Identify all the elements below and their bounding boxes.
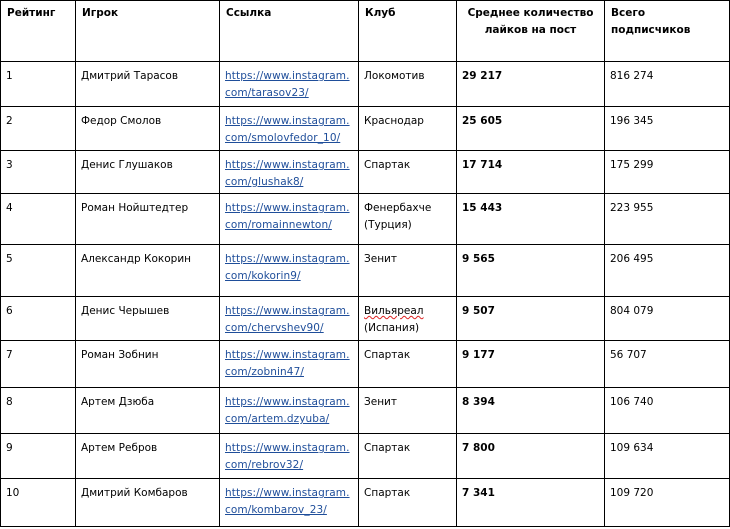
followers-cell: 206 495 (605, 245, 730, 297)
club-cell (359, 434, 457, 479)
player-cell: Федор Смолов (76, 107, 220, 151)
link-cell (220, 107, 359, 151)
player-cell: Денис Глушаков (76, 151, 220, 194)
followers-cell: 175 299 (605, 151, 730, 194)
club-cell (359, 62, 457, 107)
player-cell: Артем Дзюба (76, 388, 220, 434)
player-cell: Александр Кокорин (76, 245, 220, 297)
likes-cell: 7 800 (457, 434, 605, 479)
club-cell (359, 151, 457, 194)
followers-cell: 223 955 (605, 194, 730, 245)
club-name: Зенит (364, 253, 397, 265)
link-cell (220, 151, 359, 194)
player-cell: Денис Черышев (76, 297, 220, 341)
likes-cell: 9 507 (457, 297, 605, 341)
followers-cell: 109 634 (605, 434, 730, 479)
likes-cell: 9 565 (457, 245, 605, 297)
instagram-link[interactable]: https://www.instagram.com/rebrov32/ (225, 442, 350, 471)
likes-cell: 7 341 (457, 479, 605, 527)
table-row (1, 245, 730, 297)
link-cell (220, 245, 359, 297)
player-cell: Артем Ребров (76, 434, 220, 479)
table-row (1, 151, 730, 194)
followers-cell: 106 740 (605, 388, 730, 434)
header-likes: Среднее количество лайков на пост (457, 1, 605, 62)
rank-cell: 5 (1, 245, 76, 297)
table-row (1, 62, 730, 107)
likes-cell: 29 217 (457, 62, 605, 107)
followers-cell: 56 707 (605, 341, 730, 388)
player-cell: Дмитрий Комбаров (76, 479, 220, 527)
table-row (1, 434, 730, 479)
likes-cell: 9 177 (457, 341, 605, 388)
club-name: Локомотив (364, 70, 425, 82)
followers-cell: 196 345 (605, 107, 730, 151)
link-cell (220, 341, 359, 388)
table-row (1, 341, 730, 388)
followers-cell: 109 720 (605, 479, 730, 527)
likes-cell: 15 443 (457, 194, 605, 245)
player-cell: Роман Зобнин (76, 341, 220, 388)
header-followers: Всего подписчиков (605, 1, 730, 62)
club-name: Спартак (364, 487, 411, 499)
rank-cell: 1 (1, 62, 76, 107)
link-cell (220, 297, 359, 341)
likes-cell: 8 394 (457, 388, 605, 434)
header-club: Клуб (359, 1, 457, 62)
table-row (1, 107, 730, 151)
club-name: Зенит (364, 396, 397, 408)
link-cell (220, 194, 359, 245)
link-cell (220, 479, 359, 527)
rank-cell: 7 (1, 341, 76, 388)
followers-cell: 816 274 (605, 62, 730, 107)
club-name: Краснодар (364, 115, 424, 127)
player-cell: Дмитрий Тарасов (76, 62, 220, 107)
header-player: Игрок (76, 1, 220, 62)
club-cell (359, 297, 457, 341)
instagram-link[interactable]: https://www.instagram.com/kombarov_23/ (225, 487, 350, 516)
rank-cell: 8 (1, 388, 76, 434)
rank-cell: 4 (1, 194, 76, 245)
club-cell (359, 388, 457, 434)
club-name: Вильяреал (Испания) (364, 305, 424, 334)
header-row (1, 1, 730, 62)
spellcheck-word: Вильяреал (364, 305, 424, 317)
table-row (1, 194, 730, 245)
rank-cell: 9 (1, 434, 76, 479)
club-name: Фенербахче (Турция) (364, 202, 432, 231)
instagram-link[interactable]: https://www.instagram.com/tarasov23/ (225, 70, 350, 99)
header-link: Ссылка (220, 1, 359, 62)
club-cell (359, 107, 457, 151)
rank-cell: 2 (1, 107, 76, 151)
table-row (1, 297, 730, 341)
rank-cell: 3 (1, 151, 76, 194)
club-name: Спартак (364, 349, 411, 361)
likes-cell: 17 714 (457, 151, 605, 194)
table-row (1, 479, 730, 527)
table-body (1, 62, 730, 527)
instagram-link[interactable]: https://www.instagram.com/zobnin47/ (225, 349, 350, 378)
likes-cell: 25 605 (457, 107, 605, 151)
link-cell (220, 388, 359, 434)
club-cell (359, 479, 457, 527)
link-cell (220, 62, 359, 107)
club-cell (359, 245, 457, 297)
followers-cell: 804 079 (605, 297, 730, 341)
link-cell (220, 434, 359, 479)
rank-cell: 6 (1, 297, 76, 341)
instagram-link[interactable]: https://www.instagram.com/artem.dzyuba/ (225, 396, 350, 425)
table-row (1, 388, 730, 434)
player-cell: Роман Нойштедтер (76, 194, 220, 245)
instagram-link[interactable]: https://www.instagram.com/kokorin9/ (225, 253, 350, 282)
club-name: Спартак (364, 159, 411, 171)
header-rating: Рейтинг (1, 1, 76, 62)
instagram-link[interactable]: https://www.instagram.com/glushak8/ (225, 159, 350, 188)
rank-cell: 10 (1, 479, 76, 527)
club-cell (359, 341, 457, 388)
instagram-link[interactable]: https://www.instagram.com/romainnewton/ (225, 202, 350, 231)
club-name: Спартак (364, 442, 411, 454)
instagram-link[interactable]: https://www.instagram.com/smolovfedor_10/ (225, 115, 350, 144)
instagram-link[interactable]: https://www.instagram.com/chervshev90/ (225, 305, 350, 334)
club-cell (359, 194, 457, 245)
